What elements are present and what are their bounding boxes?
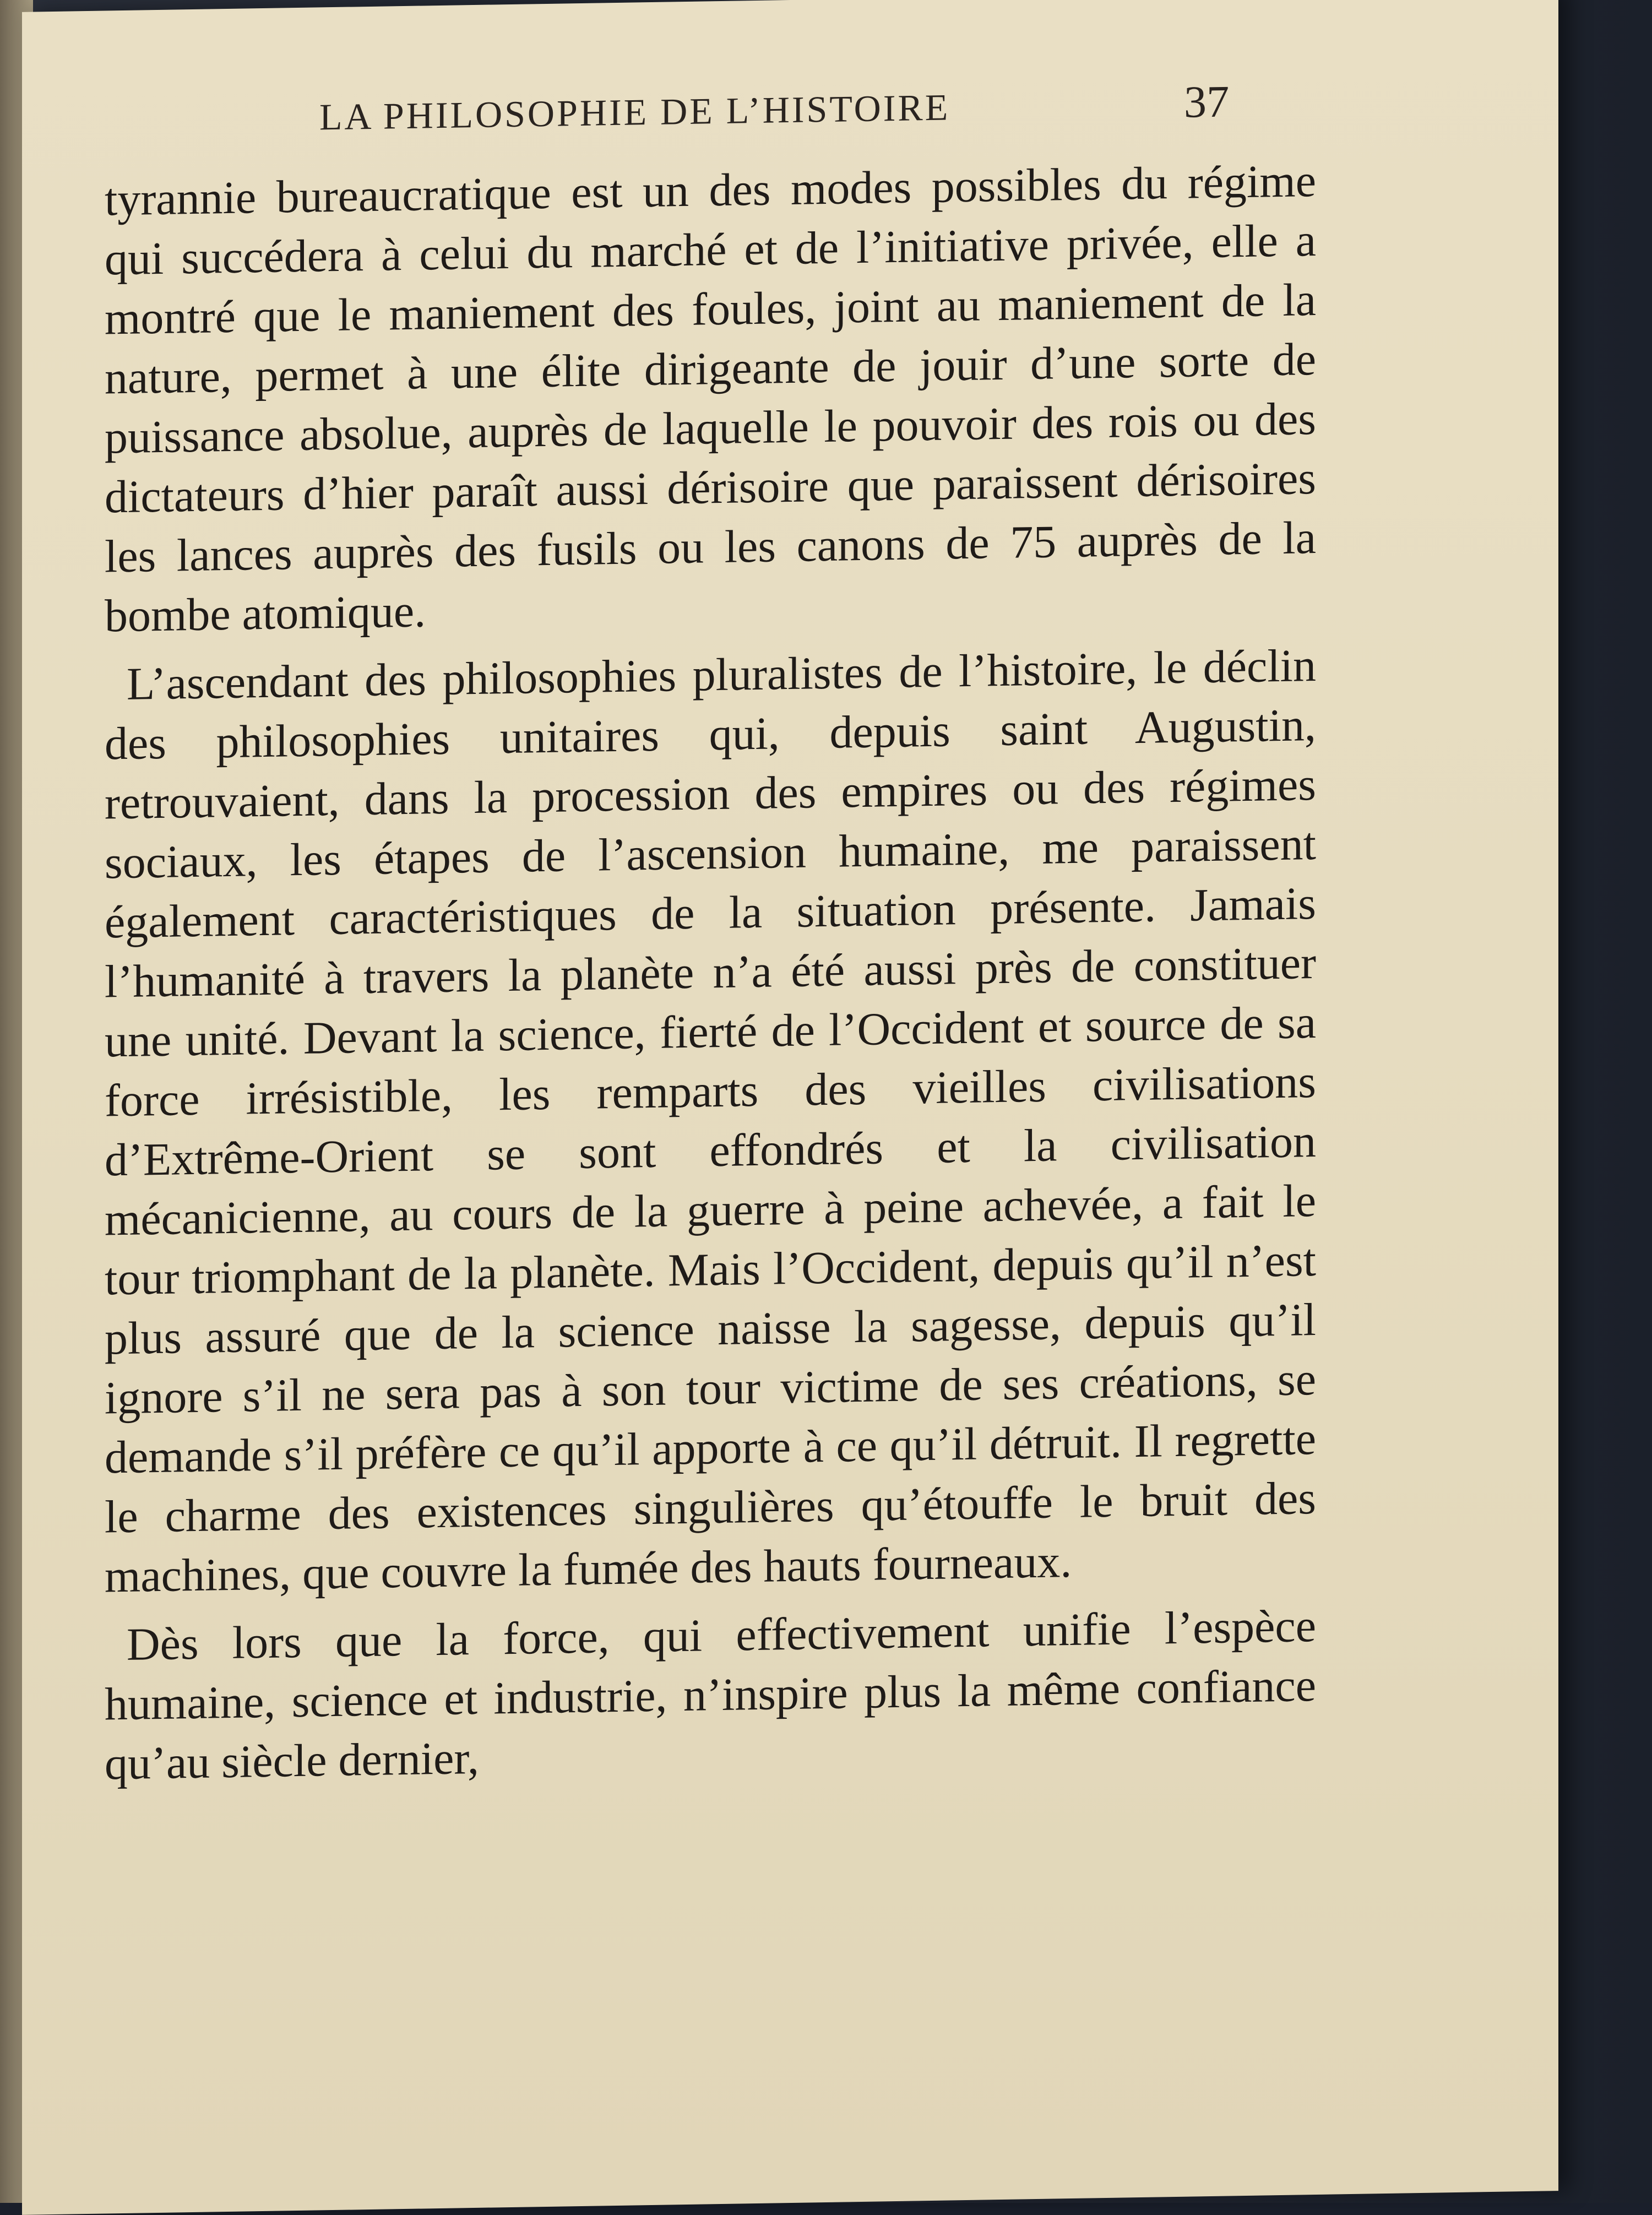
- body-text: [105, 151, 1316, 1803]
- page-number: 37: [1184, 76, 1229, 127]
- book-page: [22, 0, 1558, 2215]
- paragraph-2: L’ascendant des philosophies pluralistes de l’histoire, le déclin des philosophies unitaires qui, depuis saint Augustin, retrouvaient, dans la procession des empires ou des régimes sociaux, les étapes de l’ascension humaine, me paraissent également caractéristiques de la situation présente. Jamais l’humanité à travers la planète n’a été aussi près de constituer une unité. Devant la science, fierté de l’Occident et source de sa force irrésistible, les remparts des vieilles civilisations d’Extrême-Orient se sont effondrés et la civilisation mécanicienne, au cours de la guerre à peine achevée, a fait le tour triomphant de la planète. Mais l’Occident, depuis qu’il n’est plus assuré que de la science naisse la sagesse, depuis qu’il ignore s’il ne sera pas à son tour victime de ses créations, se demande s’il préfère ce qu’il apporte à ce qu’il détruit. Il regrette le charme des existences singulières qu’étouffe le bruit des machines, que couvre la fumée des hauts fourneaux.: [105, 639, 1316, 1603]
- page-content: [22, 0, 1558, 2215]
- paragraph-3: Dès lors que la force, qui effectivement unifie l’espèce humaine, science et industrie, n’inspire plus la même confiance qu’au siècle dernier,: [105, 1600, 1316, 1790]
- running-title: LA PHILOSOPHIE DE L’HISTOIRE: [319, 86, 950, 138]
- paragraph-1: tyrannie bureaucratique est un des modes possibles du régime qui succédera à celui du marché et de l’initiative privée, elle a montré que le maniement des foules, joint au maniement de la nature, permet à une élite dirigeante de jouir d’une sorte de puissance absolue, auprès de laquelle le pouvoir des rois ou des dictateurs d’hier paraît aussi dérisoire que paraissent dérisoires les lances auprès des fusils ou les canons de 75 auprès de la bombe atomique.: [105, 155, 1316, 642]
